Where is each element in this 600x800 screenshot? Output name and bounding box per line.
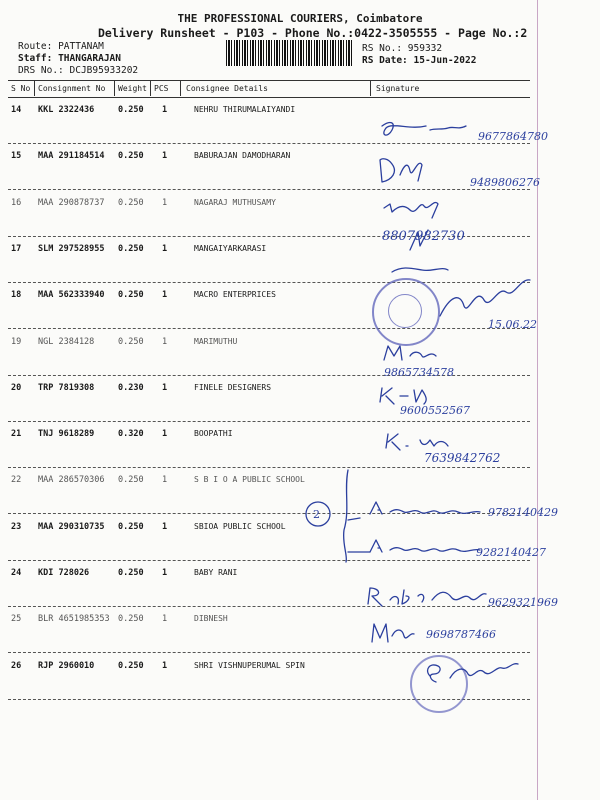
row-consignment-no: MAA 290310735 xyxy=(38,521,105,532)
row-pcs: 1 xyxy=(162,660,168,671)
sig-phone-23: 9782140429 xyxy=(488,506,558,519)
sig-phone-25: 9629321969 xyxy=(488,596,558,609)
company-title: THE PROFESSIONAL COURIERS, Coimbatore xyxy=(177,12,423,25)
signature-26 xyxy=(428,664,518,682)
row-weight: 0.250 xyxy=(118,243,144,254)
row-weight: 0.250 xyxy=(118,475,144,486)
col-sno: S No xyxy=(11,84,31,93)
row-consignment-no: KKL 2322436 xyxy=(38,105,95,115)
row-consignee: SHRI VISHNUPERUMAL SPIN xyxy=(194,660,305,670)
row-consignment-no: KDI 728026 xyxy=(38,568,90,578)
row-sno: 20 xyxy=(11,382,22,393)
drs-label: DRS No.: xyxy=(18,65,64,76)
row-weight: 0.250 xyxy=(118,336,144,347)
row-weight: 0.230 xyxy=(118,382,144,393)
row-weight: 0.250 xyxy=(118,151,144,162)
rs-date-label: RS Date: xyxy=(362,55,408,66)
row-sno: 25 xyxy=(11,614,22,625)
row-consignee: NAGARAJ MUTHUSAMY xyxy=(194,197,276,207)
row-consignment-no: MAA 562333940 xyxy=(38,290,105,301)
signature-20 xyxy=(380,388,426,404)
row-consignee: DIBNESH xyxy=(194,614,228,624)
sig-phone-17: 8807982730 xyxy=(382,229,465,244)
col-details: Consignee Details xyxy=(186,84,268,93)
row-consignee: S B I O A PUBLIC SCHOOL xyxy=(194,475,305,485)
signature-24 xyxy=(370,540,480,552)
row-weight: 0.250 xyxy=(118,660,144,671)
row-sno: 14 xyxy=(11,105,22,115)
signature-16 xyxy=(384,202,438,218)
row-sno: 23 xyxy=(11,521,22,532)
signature-23 xyxy=(370,502,480,514)
row-consignment-no: SLM 297528955 xyxy=(38,243,105,254)
route-label: Route: xyxy=(18,41,53,52)
circled-number: 2 xyxy=(313,508,320,521)
row-consignee: MANGAIYARKARASI xyxy=(194,243,267,253)
route-value: PATTANAM xyxy=(58,41,104,52)
row-consignee: MARIMUTHU xyxy=(194,336,238,346)
row-weight: 0.250 xyxy=(118,197,144,208)
row-pcs: 1 xyxy=(162,382,168,393)
staff-label: Staff: xyxy=(18,53,53,64)
col-pcs: PCS xyxy=(154,84,169,93)
row-consignee: BOOPATHI xyxy=(194,429,233,439)
row-weight: 0.250 xyxy=(118,614,144,625)
row-pcs: 1 xyxy=(162,151,168,162)
row-pcs: 1 xyxy=(162,475,168,486)
signature-19 xyxy=(384,346,436,360)
row-sno: 24 xyxy=(11,568,22,578)
row-pcs: 1 xyxy=(162,521,168,532)
signature-15 xyxy=(380,159,422,182)
rs-no-label: RS No.: xyxy=(362,43,403,54)
row-sno: 16 xyxy=(11,197,22,208)
signature-14 xyxy=(382,123,466,136)
signature-18 xyxy=(392,268,530,316)
row-weight: 0.250 xyxy=(118,105,144,115)
row-pcs: 1 xyxy=(162,336,168,347)
rs-no-value: 959332 xyxy=(407,43,443,54)
signature-26-initials xyxy=(372,624,414,642)
row-pcs: 1 xyxy=(162,197,168,208)
row-pcs: 1 xyxy=(162,105,168,115)
row-pcs: 1 xyxy=(162,290,168,301)
rs-date-value: 15-Jun-2022 xyxy=(413,55,477,66)
sig-phone-20: 9865734578 xyxy=(384,366,454,379)
row-sno: 15 xyxy=(11,151,22,162)
sig-phone-21: 9600552567 xyxy=(400,404,470,417)
drs-value: DCJB95933202 xyxy=(69,65,139,76)
signature-25 xyxy=(368,588,486,606)
row-consignment-no: TNJ 9618289 xyxy=(38,429,95,440)
row-weight: 0.250 xyxy=(118,290,144,301)
row-consignment-no: MAA 290878737 xyxy=(38,197,105,208)
row-consignee: NEHRU THIRUMALAIYANDI xyxy=(194,105,296,114)
row-pcs: 1 xyxy=(162,614,168,625)
runsheet-subtitle: Delivery Runsheet - P103 - Phone No.:0422-3505555 - Page No.:2 xyxy=(98,26,528,40)
sig-phone-15: 9489806276 xyxy=(470,176,540,189)
row-consignment-no: BLR 4651985353 xyxy=(38,614,110,625)
row-consignment-no: RJP 2960010 xyxy=(38,660,95,671)
row-sno: 22 xyxy=(11,475,22,486)
row-weight: 0.250 xyxy=(118,521,144,532)
row-consignee: SBIOA PUBLIC SCHOOL xyxy=(194,521,286,531)
row-consignment-no: NGL 2384128 xyxy=(38,336,95,347)
sig-phone-14: 9677864780 xyxy=(478,130,548,143)
sig-phone-22: 7639842762 xyxy=(424,451,501,465)
row-consignment-no: MAA 286570306 xyxy=(38,475,105,486)
row-weight: 0.250 xyxy=(118,568,144,578)
row-weight: 0.320 xyxy=(118,429,144,440)
row-consignee: FINELE DESIGNERS xyxy=(194,382,272,392)
row-sno: 21 xyxy=(11,429,22,440)
col-consignment: Consignment No xyxy=(38,84,106,93)
row-consignment-no: MAA 291184514 xyxy=(38,151,105,162)
row-sno: 19 xyxy=(11,336,22,347)
staff-value: THANGARAJAN xyxy=(58,53,121,64)
row-pcs: 1 xyxy=(162,568,168,578)
sig-phone-26: 9698787466 xyxy=(426,628,496,641)
col-weight: Weight xyxy=(118,84,147,93)
row-sno: 18 xyxy=(11,290,22,301)
col-signature: Signature xyxy=(376,84,420,93)
row-sno: 17 xyxy=(11,243,22,254)
row-consignee: MACRO ENTERPRICES xyxy=(194,290,276,300)
signature-21 xyxy=(386,434,448,450)
row-consignee: BABY RANI xyxy=(194,568,238,577)
row-consignee: BABURAJAN DAMODHARAN xyxy=(194,151,291,161)
sig-phone-24: 9282140427 xyxy=(476,546,546,559)
row-pcs: 1 xyxy=(162,429,168,440)
sig-date-18: 15.06.22 xyxy=(488,318,537,331)
row-pcs: 1 xyxy=(162,243,168,254)
row-sno: 26 xyxy=(11,660,22,671)
row-consignment-no: TRP 7819308 xyxy=(38,382,95,393)
